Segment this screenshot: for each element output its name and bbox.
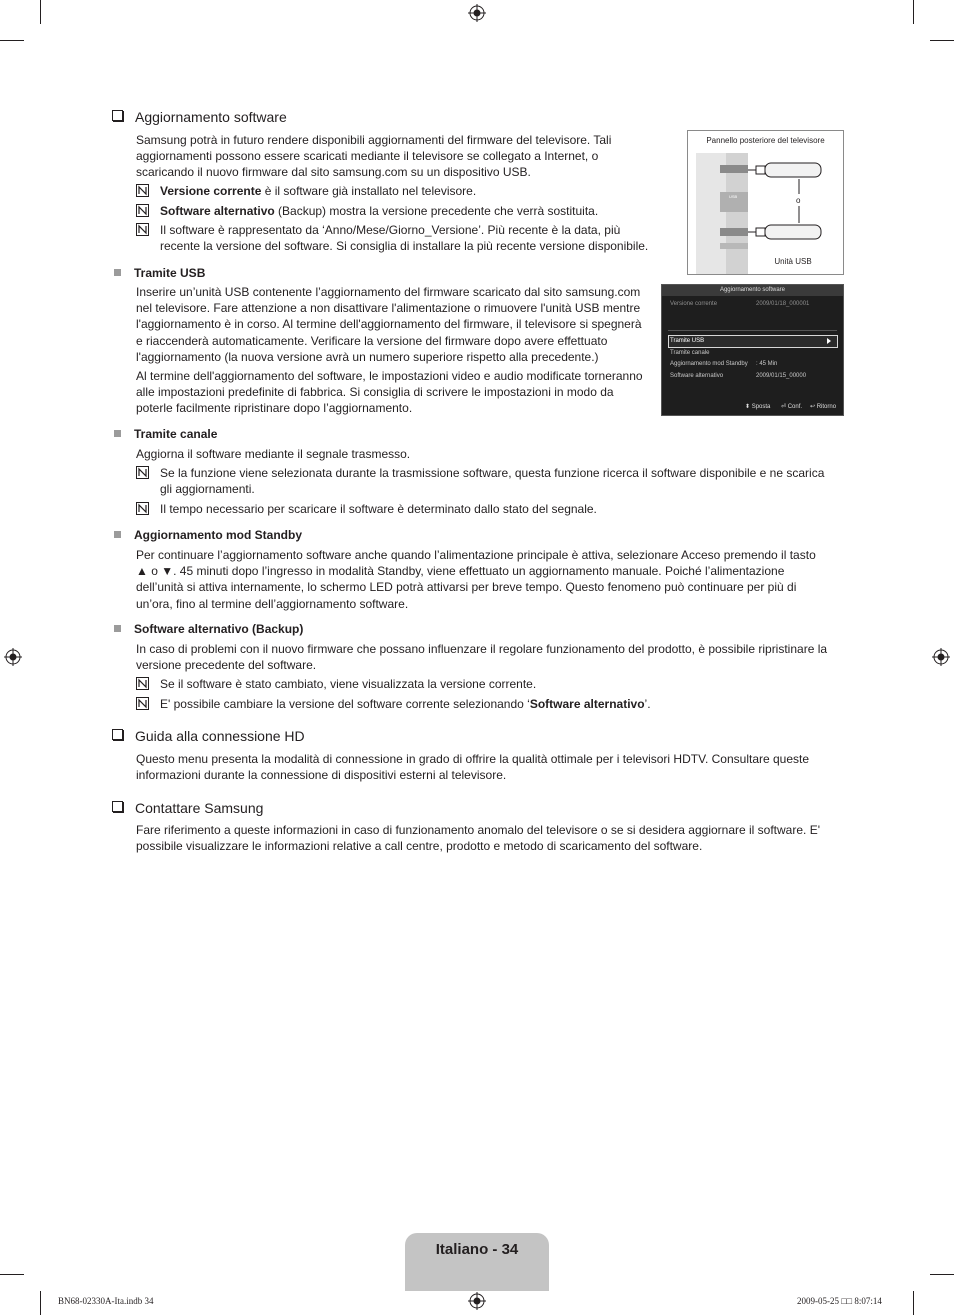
registration-mark-icon (468, 1292, 486, 1310)
osd-item-standby-value: : 45 Min (756, 361, 778, 367)
registration-mark-icon (468, 4, 486, 22)
note-text: (Backup) mostra la versione precedente che verrà sostituita. (274, 204, 599, 218)
text-line: l'aggiornamento (la nuova versione avrà un numero superiore rispetto alla precedente.) (136, 349, 599, 364)
section-title: Guida alla connessione HD (135, 728, 305, 744)
text-line: gli aggiornamenti. (160, 482, 255, 497)
print-slug-left: BN68-02330A-Ita.indb 34 (58, 1296, 154, 1306)
subsection-heading (114, 427, 217, 441)
text-line: informazioni durante la connessione di dispositivi esterni al televisore. (136, 768, 507, 783)
note-text: è il software già installato nel televisore. (261, 184, 477, 198)
text-line: un’ora, fino al termine dell’aggiornamento software. (136, 596, 409, 611)
subsection-heading (114, 266, 205, 280)
backup-paragraph (136, 641, 827, 673)
crop-mark (0, 40, 24, 41)
osd-hint-move: ⬍ Sposta (745, 404, 771, 410)
note-icon (136, 223, 149, 236)
text-line: e riaccenderà automaticamente. Verificare la versione del firmware dopo avere effettuato (136, 333, 608, 348)
text-line: scaricando il nuovo firmware dal sito samsung.com su un dispositivo USB. (136, 165, 531, 180)
text-line: Inserire un’unità USB contenente l’aggiornamento del firmware scaricato dal sito samsung.com (136, 285, 641, 299)
channel-paragraph: Aggiorna il software mediante il segnale trasmesso. (136, 447, 411, 461)
text-line: aggiornamenti possono essere scaricati mediante il televisore se collegato a Internet, o (136, 149, 599, 164)
text-line: Per continuare l’aggiornamento software anche quando l’alimentazione principale è attiva, selezionare Acceso premendo il tasto (136, 548, 816, 562)
usb-port-icon (720, 165, 748, 173)
osd-item-usb[interactable]: Tramite USB (670, 338, 705, 344)
crop-mark (0, 1274, 24, 1275)
text-line: ▲ o ▼. 45 minuti dopo l’ingresso in modalità Standby, viene effettuato un aggiornamento manuale. Poiché l’alimentazione (136, 564, 785, 579)
figure-title: Pannello posteriore del televisore (706, 136, 825, 145)
section-title: Contattare Samsung (135, 800, 264, 816)
section-heading (112, 109, 287, 125)
note-icon (136, 466, 149, 479)
text-line: poterle facilmente ripristinare dopo l’aggiornamento. (136, 401, 413, 416)
osd-hint-text: Conf. (787, 404, 803, 410)
text-line: In caso di problemi con il nuovo firmware che possano influenzare il regolare funzionamento del prodotto, è possibile ripristinare la (136, 642, 828, 656)
subsection-title: Tramite USB (134, 266, 206, 280)
page-number: Italiano - 34 (435, 1241, 519, 1258)
or-label: o (796, 196, 801, 205)
osd-hint-text: Sposta (751, 404, 771, 410)
note-icon (136, 677, 149, 690)
hd-guide-paragraph (136, 751, 809, 783)
note-text: E' possibile cambiare la versione del software corrente selezionando ‘ (160, 697, 530, 711)
subsection-title: Aggiornamento mod Standby (134, 528, 302, 542)
text-line: l'aggiornamento è in corso. Al termine dell'aggiornamento del firmware, il televisore si spegnerà (136, 317, 642, 332)
crop-mark (40, 0, 41, 24)
osd-hint-text: Ritorno (816, 404, 837, 410)
osd-item-standby[interactable]: Aggiornamento mod Standby (670, 361, 748, 367)
contact-paragraph (136, 822, 820, 854)
text-line: nel televisore. Fare attenzione a non disattivare l'alimentazione o rimuovere l'unità USB mentre (136, 301, 641, 316)
subsection-heading (114, 528, 302, 542)
osd-item-alternative-value: 2009/01/15_00000 (756, 373, 807, 379)
note-text: Se il software è stato cambiato, viene visualizzata la versione corrente. (160, 677, 537, 691)
note-text: ’. (644, 697, 651, 711)
osd-title: Aggiornamento software (719, 287, 786, 293)
crop-mark (40, 1291, 41, 1315)
section-heading (112, 728, 305, 744)
crop-mark (913, 0, 914, 24)
text-line: alle impostazioni predefinite di fabbrica. Si consiglia di scrivere le impostazioni in modo da (136, 385, 614, 400)
text-line: Samsung potrà in futuro rendere disponibili aggiornamenti del firmware del televisore. Tali (136, 133, 612, 147)
text-line: Questo menu presenta la modalità di connessione in grado di offrire la qualità ottimale per i televisori HDTV. Consultare queste (136, 752, 810, 766)
osd-current-value: 2009/01/18_000001 (756, 301, 810, 307)
note-icon (136, 184, 149, 197)
section-heading (112, 800, 263, 816)
note-icon (136, 697, 149, 710)
text-line: Il software è rappresentato da ‘Anno/Mese/Giorno_Versione’. Più recente è la data, più (160, 223, 621, 237)
section-title: Aggiornamento software (135, 109, 287, 125)
osd-hint-enter: ⏎ Conf. (781, 404, 803, 410)
osd-item-channel[interactable]: Tramite canale (670, 350, 710, 356)
subsection-heading (114, 622, 303, 636)
note-icon (136, 502, 149, 515)
software-update-osd (661, 284, 844, 416)
crop-mark (930, 40, 954, 41)
crop-mark (930, 1274, 954, 1275)
text-line: possibile visualizzare le informazioni relative a call centre, prodotto e metodo di scaricamento del software. (136, 839, 703, 854)
text-line: Se la funzione viene selezionata durante la trasmissione software, questa funzione ricerca il software disponibile e ne scarica (160, 466, 825, 480)
text-line: recente la versione del software. Si consiglia di installare la più recente versione disponibile. (160, 239, 649, 254)
crop-mark (913, 1291, 914, 1315)
text-line: dell’unità si attiva internamente, lo schermo LED potrà attivarsi per breve tempo. Questo fenomeno può continuare per più di (136, 580, 797, 595)
usb-port-icon (720, 228, 748, 236)
osd-item-alternative[interactable]: Software alternativo (670, 373, 724, 379)
intro-paragraph (136, 132, 611, 181)
bold-term: Software alternativo (160, 204, 275, 218)
osd-arrow-right-icon (827, 338, 831, 344)
port-label: USB (729, 194, 738, 199)
registration-mark-icon (4, 648, 22, 666)
tv-rear-panel-figure (687, 130, 844, 275)
text-line: Al termine dell'aggiornamento del software, le impostazioni video e audio modificate torneranno (136, 369, 643, 383)
usb-paragraph-2 (136, 368, 643, 417)
bold-term: Software alternativo (529, 697, 645, 711)
text-line: versione precedente del software. (136, 658, 317, 673)
usb-drive-label: Unità USB (774, 257, 812, 266)
subsection-title: Tramite canale (134, 427, 218, 441)
osd-hint-return: ↩ Ritorno (810, 404, 837, 410)
bold-term: Versione corrente (160, 184, 262, 198)
note-text: Il tempo necessario per scaricare il software è determinato dallo stato del segnale. (160, 502, 597, 516)
tv-panel-illustration (688, 131, 843, 274)
osd-current-label: Versione corrente (670, 301, 718, 307)
print-slug-right: 2009-05-25 □□ 8:07:14 (797, 1296, 882, 1306)
standby-paragraph (136, 547, 816, 612)
text-line: Fare riferimento a queste informazioni in caso di funzionamento anomalo del televisore o se si desidera aggiornare il software. E' (136, 823, 820, 837)
subsection-title: Software alternativo (Backup) (134, 622, 304, 636)
registration-mark-icon (932, 648, 950, 666)
note-icon (136, 204, 149, 217)
usb-paragraph-1 (136, 284, 642, 365)
